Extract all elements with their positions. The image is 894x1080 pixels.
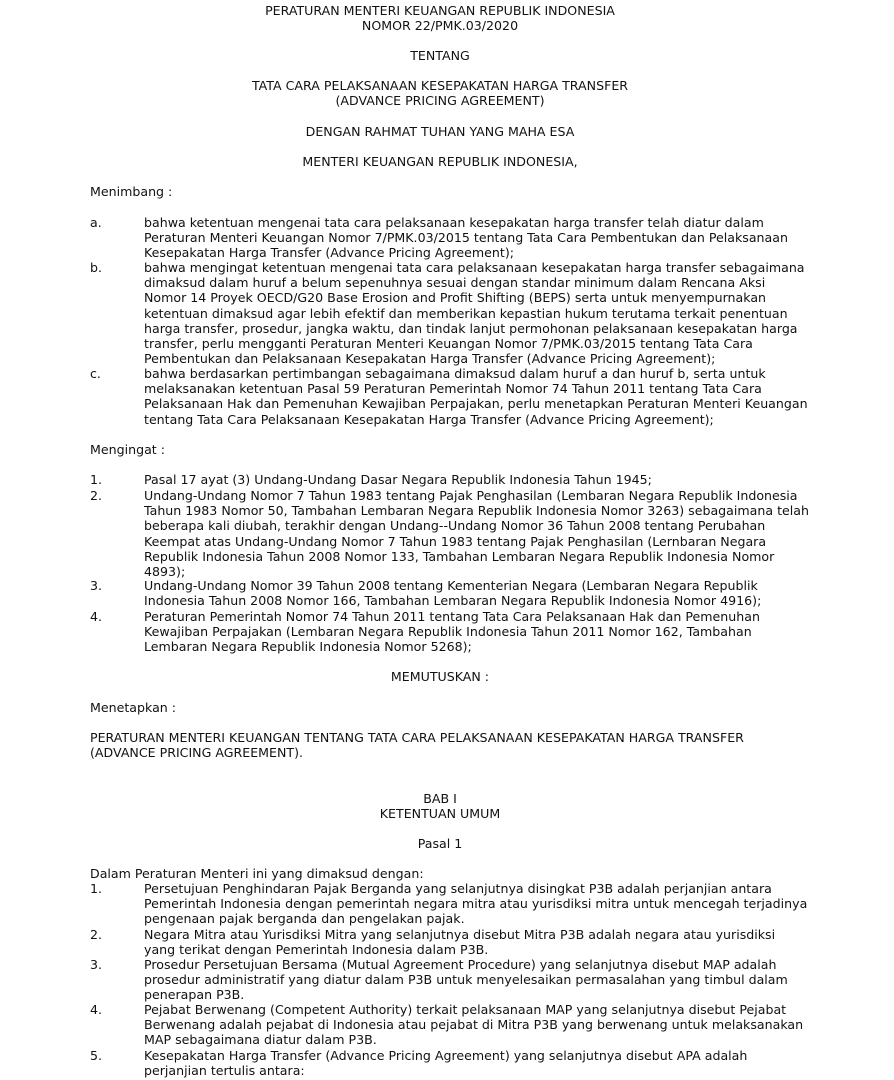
definition-item	[90, 881, 810, 927]
item-text: bahwa ketentuan mengenai tata cara pelaksanaan kesepakatan harga transfer telah diatur dalam Peraturan Menteri Keuangan Nomor 7/PMK.03/2015 tentang Tata Cara Pembentukan dan Pelaksanaan Kesepakatan Harga Transfer (Advance Pricing Agreement);	[144, 215, 788, 261]
mengingat-item	[90, 578, 810, 608]
item-number: 4.	[90, 609, 103, 624]
mengingat-item	[90, 609, 810, 655]
item-text: Peraturan Pemerintah Nomor 74 Tahun 2011 tentang Tata Cara Pelaksanaan Hak dan Pemenuhan Kewajiban Perpajakan (Lembaran Negara Republik Indonesia Tahun 2011 Nomor 162, Tambahan Lembaran Negara Republik Indonesia Nomor 5268);	[144, 609, 760, 655]
item-text: Undang-Undang Nomor 7 Tahun 1983 tentang Pajak Penghasilan (Lembaran Negara Republik Indonesia Tahun 1983 Nomor 50, Tambahan Lembaran Negara Republik Indonesia Nomor 3263) sebagaimana telah beberapa kali diubah, terakhir dengan Undang--Undang Nomor 36 Tahun 2008 tentang Perubahan Keempat atas Undang-Undang Nomor 7 Tahun 1983 tentang Pajak Penghasilan (Lernbaran Negara Republik Indonesia Tahun 2008 Nomor 133, Tambahan Lembaran Negara Republik Indonesia Nomor 4893);	[144, 488, 809, 580]
subject-line-1: TATA CARA PELAKSANAAN KESEPAKATAN HARGA TRANSFER	[251, 78, 629, 93]
item-text: Pasal 17 ayat (3) Undang-Undang Dasar Negara Republik Indonesia Tahun 1945;	[144, 472, 652, 487]
item-text: bahwa mengingat ketentuan mengenai tata cara pelaksanaan kesepakatan harga transfer sebagaimana dimaksud dalam huruf a belum sepenuhnya sesuai dengan standar minimum dalam Rencana Aksi Nomor 14 Proyek OECD/G20 Base Erosion and Profit Shifting (BEPS) serta untuk menyempurnakan ketentuan dimaksud agar lebih efektif dan memberikan kepastian hukum terutama terkait penentuan harga transfer, prosedur, jangka waktu, dan tindak lanjut permohonan pelaksanaan kesepakatan harga transfer, perlu mengganti Peraturan Menteri Keuangan Nomor 7/PMK.03/2015 tentang Tata Cara Pembentukan dan Pelaksanaan Kesepakatan Harga Transfer (Advance Pricing Agreement);	[144, 260, 805, 367]
definition-item	[90, 1002, 810, 1048]
item-text: Undang-Undang Nomor 39 Tahun 2008 tentang Kementerian Negara (Lembaran Negara Republik Indonesia Tahun 2008 Nomor 166, Tambahan Lembaran Negara Republik Indonesia Nomor 4916);	[144, 578, 762, 609]
item-number: 2.	[90, 488, 103, 503]
definition-item	[90, 1048, 810, 1078]
item-number: 1.	[90, 881, 103, 896]
pasal-heading: Pasal 1	[417, 836, 463, 851]
item-text: Persetujuan Penghindaran Pajak Berganda yang selanjutnya disingkat P3B adalah perjanjian antara Pemerintah Indonesia dengan pemerintah negara mitra atau yurisdiksi mitra untuk mencegah terjadinya pengenaan pajak berganda dan pengelakan pajak.	[144, 881, 808, 927]
pasal1-intro: Dalam Peraturan Menteri ini yang dimaksud dengan:	[90, 866, 424, 881]
item-text: Negara Mitra atau Yurisdiksi Mitra yang selanjutnya disebut Mitra P3B adalah negara atau yurisdiksi yang terikat dengan Pemerintah Indonesia dalam P3B.	[144, 927, 776, 958]
item-text: Kesepakatan Harga Transfer (Advance Pricing Agreement) yang selanjutnya disebut APA adalah perjanjian tertulis antara:	[144, 1048, 748, 1079]
regulation-title: PERATURAN MENTERI KEUANGAN REPUBLIK INDONESIA	[265, 3, 615, 18]
subject-line-2: (ADVANCE PRICING AGREEMENT)	[335, 93, 545, 108]
mengingat-item	[90, 472, 810, 487]
menetapkan-label: Menetapkan :	[90, 700, 177, 715]
item-number: 5.	[90, 1048, 103, 1063]
mengingat-item	[90, 488, 810, 579]
bab-title: BAB I	[423, 791, 457, 806]
definition-item	[90, 927, 810, 957]
item-number: 4.	[90, 1002, 103, 1017]
item-number: b.	[90, 260, 102, 275]
item-text: Pejabat Berwenang (Competent Authority) terkait pelaksanaan MAP yang selanjutnya disebut Pejabat Berwenang adalah pejabat di Indonesia atau pejabat di Mitra P3B yang berwenang untuk melaksanakan MAP sebagaimana diatur dalam P3B.	[144, 1002, 804, 1048]
memutuskan-heading: MEMUTUSKAN :	[390, 669, 490, 684]
bab-subtitle: KETENTUAN UMUM	[379, 806, 501, 821]
item-number: 3.	[90, 957, 103, 972]
menimbang-item	[90, 366, 810, 427]
item-number: 3.	[90, 578, 103, 593]
menimbang-item	[90, 260, 810, 366]
menetapkan-text: PERATURAN MENTERI KEUANGAN TENTANG TATA CARA PELAKSANAAN KESEPAKATAN HARGA TRANSFER (ADVANCE PRICING AGREEMENT).	[90, 730, 744, 761]
item-text: bahwa berdasarkan pertimbangan sebagaimana dimaksud dalam huruf a dan huruf b, serta untuk melaksanakan ketentuan Pasal 59 Peraturan Pemerintah Nomor 74 Tahun 2011 tentang Tata Cara Pelaksanaan Hak dan Pemenuhan Kewajiban Perpajakan, perlu menetapkan Peraturan Menteri Keuangan tentang Tata Cara Pelaksanaan Kesepakatan Harga Transfer (Advance Pricing Agreement);	[144, 366, 808, 427]
item-number: 2.	[90, 927, 103, 942]
item-text: Prosedur Persetujuan Bersama (Mutual Agreement Procedure) yang selanjutnya disebut MAP adalah prosedur administratif yang diatur dalam P3B untuk menyelesaikan permasalahan yang timbul dalam penerapan P3B.	[144, 957, 788, 1003]
item-number: c.	[90, 366, 101, 381]
regulation-number: NOMOR 22/PMK.03/2020	[361, 18, 519, 33]
item-number: a.	[90, 215, 102, 230]
rahmat-heading: DENGAN RAHMAT TUHAN YANG MAHA ESA	[305, 124, 575, 139]
item-number: 1.	[90, 472, 103, 487]
menteri-heading: MENTERI KEUANGAN REPUBLIK INDONESIA,	[302, 154, 578, 169]
mengingat-label: Mengingat :	[90, 442, 165, 457]
tentang-heading: TENTANG	[410, 48, 470, 63]
menimbang-label: Menimbang :	[90, 184, 173, 199]
definition-item	[90, 957, 810, 1003]
menimbang-item	[90, 215, 810, 261]
